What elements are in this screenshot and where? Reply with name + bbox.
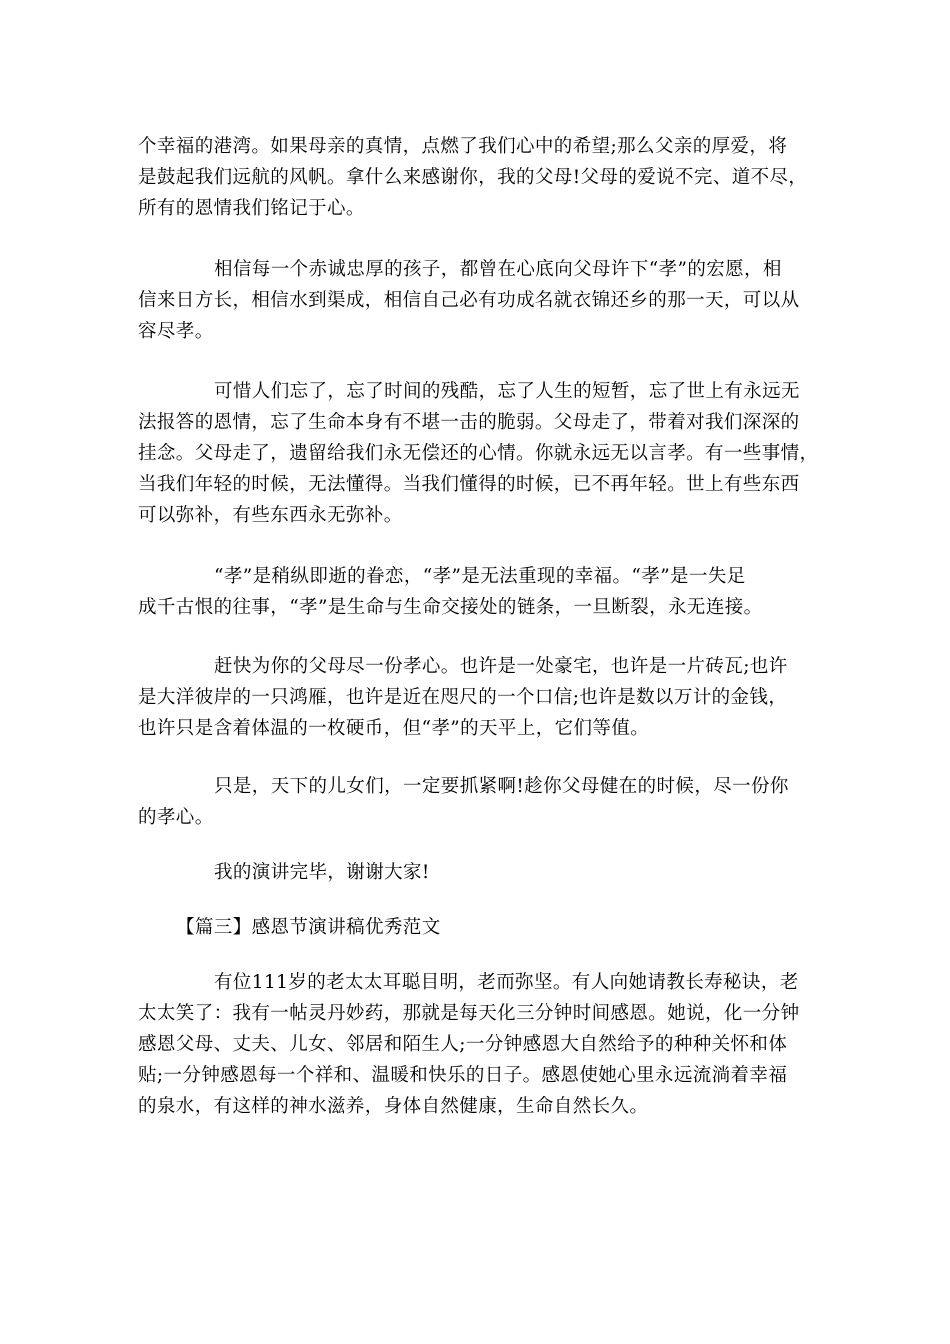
paragraph-thanksgiving-story — [138, 967, 828, 1122]
text-line: 可惜人们忘了，忘了时间的残酷，忘了人生的短暂，忘了世上有永远无 — [214, 381, 800, 402]
text-line: 我的演讲完毕，谢谢大家! — [214, 862, 430, 883]
text-line: 是鼓起我们远航的风帆。拿什么来感谢你，我的父母!父母的爱说不完、道不尽， — [138, 167, 808, 188]
paragraph-parents-love — [138, 131, 828, 224]
text-line: 可以弥补，有些东西永无弥补。 — [138, 505, 403, 526]
text-line: 贴;一分钟感恩每一个祥和、温暖和快乐的日子。感恩使她心里永远流淌着幸福 — [138, 1065, 788, 1086]
text-line: 信来日方长，相信水到渠成，相信自己必有功成名就衣锦还乡的那一天，可以从 — [138, 290, 800, 311]
text-line: 相信每一个赤诚忠厚的孩子，都曾在心底向父母许下“孝”的宏愿，相 — [214, 259, 782, 280]
text-line: 容尽孝。 — [138, 321, 214, 342]
paragraph-filial-vow — [138, 254, 828, 347]
text-line: 挂念。父母走了，遗留给我们永无偿还的心情。你就永远无以言孝。有一些事情， — [138, 443, 819, 464]
text-line: 成千古恨的往事，“孝”是生命与生命交接处的链条，一旦断裂，永无连接。 — [138, 597, 763, 618]
text-line: 只是，天下的儿女们，一定要抓紧啊!趁你父母健在的时候，尽一份你 — [214, 776, 789, 797]
section-heading: 【篇三】感恩节演讲稿优秀范文 — [176, 917, 441, 938]
text-line: 是大洋彼岸的一只鸿雁，也许是近在咫尺的一个口信;也许是数以万计的金钱， — [138, 687, 788, 708]
text-line: 感恩父母、丈夫、儿女、邻居和陌生人;一分钟感恩大自然给予的种种关怀和体 — [138, 1034, 788, 1055]
paragraph-filial-acts — [138, 651, 828, 744]
text-line: 法报答的恩情，忘了生命本身有不堪一击的脆弱。父母走了，带着对我们深深的 — [138, 412, 800, 433]
text-line: 赶快为你的父母尽一份孝心。也许是一处豪宅，也许是一片砖瓦;也许 — [214, 656, 788, 677]
text-line: 有位111岁的老太太耳聪目明，老而弥坚。有人向她请教长寿秘诀，老 — [214, 972, 799, 993]
paragraph-hurry — [138, 771, 828, 833]
text-line: 的泉水，有这样的神水滋养，身体自然健康，生命自然长久。 — [138, 1096, 649, 1117]
text-line: 的孝心。 — [138, 807, 214, 828]
text-line: “孝”是稍纵即逝的眷恋，“孝”是无法重现的幸福。“孝”是一失足 — [214, 566, 746, 587]
paragraph-closing — [138, 857, 828, 888]
paragraph-forgotten-time — [138, 376, 828, 531]
text-line: 当我们年轻的时候，无法懂得。当我们懂得的时候，已不再年轻。世上有些东西 — [138, 474, 800, 495]
text-line: 也许只是含着体温的一枚硬币，但“孝”的天平上，它们等值。 — [138, 718, 650, 739]
text-line: 所有的恩情我们铭记于心。 — [138, 198, 365, 219]
paragraph-xiao-definition — [138, 561, 828, 623]
text-line: 太太笑了：我有一帖灵丹妙药，那就是每天化三分钟时间感恩。她说，化一分钟 — [138, 1003, 800, 1024]
text-line: 个幸福的港湾。如果母亲的真情，点燃了我们心中的希望;那么父亲的厚爱，将 — [138, 136, 788, 157]
